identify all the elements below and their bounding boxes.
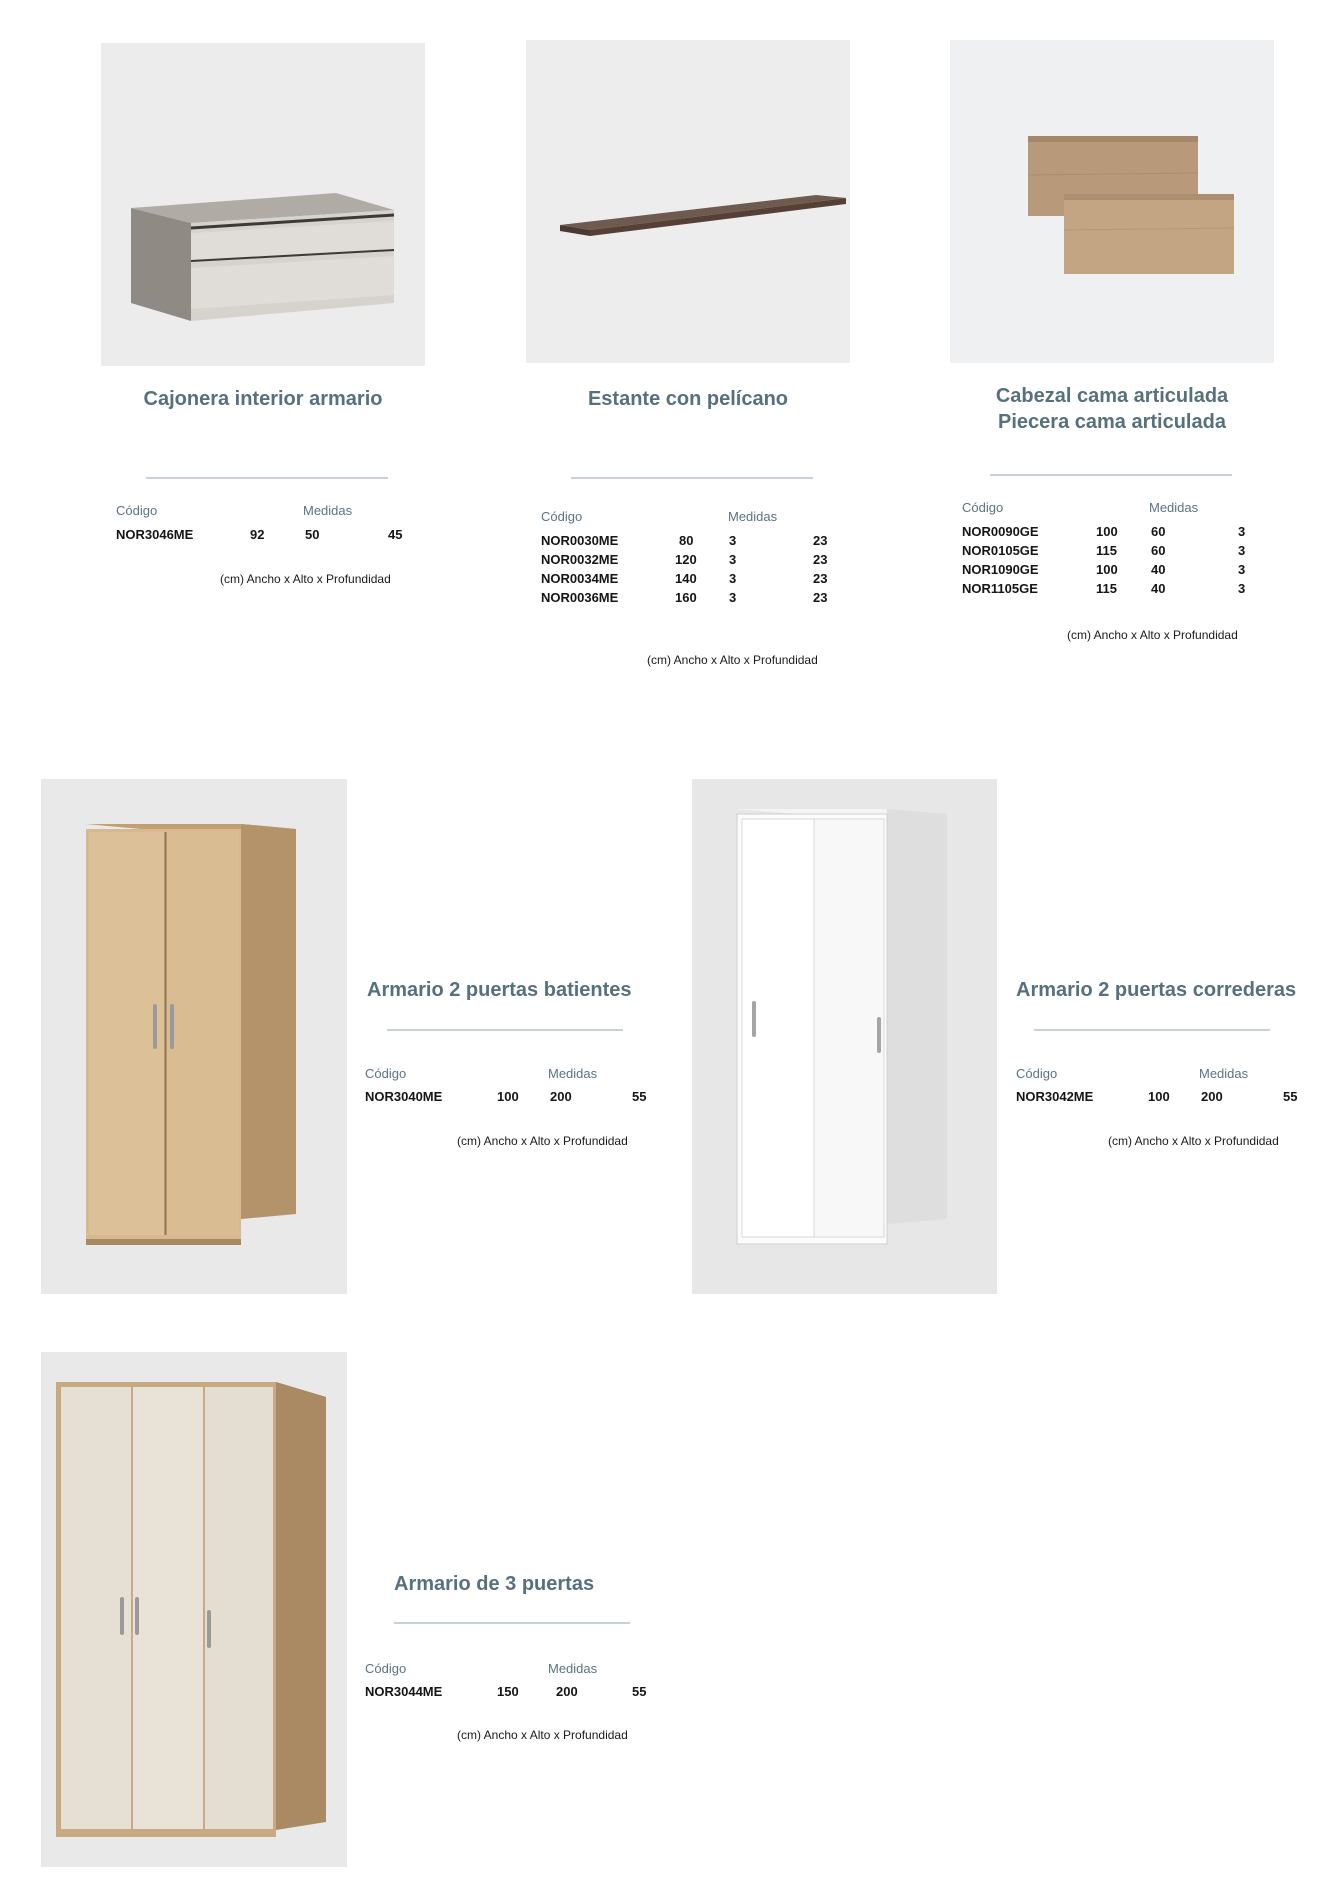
- code-header: Código: [1016, 1066, 1058, 1081]
- title-divider: [387, 1029, 623, 1031]
- shelf-illustration: [526, 40, 850, 363]
- measures-header: Medidas: [303, 503, 353, 518]
- measure-profundidad: 3: [1238, 543, 1246, 558]
- measure-ancho: 100: [1096, 562, 1118, 577]
- product-title: Armario 2 puertas correderas: [1016, 979, 1297, 1001]
- measure-alto: 40: [1151, 562, 1166, 577]
- code-header: Código: [116, 503, 158, 518]
- product-image-estante: [526, 40, 850, 363]
- measure-alto: 200: [1201, 1089, 1223, 1104]
- measure-alto: 40: [1151, 581, 1166, 596]
- product-code: NOR3046ME: [116, 527, 194, 542]
- drawer-unit-illustration: [101, 43, 425, 366]
- product-code: NOR3044ME: [365, 1684, 443, 1699]
- measure-ancho: 100: [497, 1089, 519, 1104]
- measure-profundidad: 55: [632, 1684, 647, 1699]
- three-door-wardrobe-illustration: [41, 1352, 347, 1867]
- headboard-illustration: [950, 40, 1274, 363]
- measure-alto: 3: [729, 590, 737, 605]
- measures-header: Medidas: [548, 1661, 598, 1676]
- measure-profundidad: 23: [813, 571, 828, 586]
- product-image-cabezal: [950, 40, 1274, 363]
- product-code: NOR3040ME: [365, 1089, 443, 1104]
- product-code: NOR0036ME: [541, 590, 619, 605]
- units-note: (cm) Ancho x Alto x Profundidad: [647, 653, 818, 667]
- product-code: NOR3042ME: [1016, 1089, 1094, 1104]
- measure-ancho: 100: [1148, 1089, 1170, 1104]
- units-note: (cm) Ancho x Alto x Profundidad: [1067, 628, 1238, 642]
- hinged-wardrobe-illustration: [41, 779, 347, 1294]
- measures-header: Medidas: [728, 509, 778, 524]
- measure-ancho: 120: [675, 552, 697, 567]
- product-image-armario-3-puertas: [41, 1352, 347, 1867]
- measure-ancho: 80: [679, 533, 694, 548]
- measure-profundidad: 45: [388, 527, 403, 542]
- product-code: NOR1105GE: [962, 581, 1038, 596]
- product-title: Cajonera interior armario: [143, 388, 383, 410]
- measure-ancho: 115: [1096, 581, 1117, 596]
- measure-ancho: 150: [497, 1684, 519, 1699]
- measure-ancho: 160: [675, 590, 697, 605]
- product-title: Armario 2 puertas batientes: [367, 979, 632, 1001]
- product-title-line1: Cabezal cama articulada: [995, 385, 1229, 407]
- units-note: (cm) Ancho x Alto x Profundidad: [220, 572, 391, 586]
- measure-ancho: 140: [675, 571, 697, 586]
- measure-profundidad: 23: [813, 552, 828, 567]
- measure-ancho: 92: [250, 527, 265, 542]
- units-note: (cm) Ancho x Alto x Profundidad: [457, 1728, 628, 1742]
- code-header: Código: [365, 1661, 407, 1676]
- measure-profundidad: 3: [1238, 562, 1246, 577]
- units-note: (cm) Ancho x Alto x Profundidad: [457, 1134, 628, 1148]
- code-header: Código: [541, 509, 583, 524]
- measure-ancho: 100: [1096, 524, 1118, 539]
- title-divider: [394, 1622, 630, 1624]
- title-divider: [146, 477, 388, 479]
- measure-profundidad: 23: [813, 533, 828, 548]
- title-divider: [571, 477, 813, 479]
- measure-profundidad: 23: [813, 590, 828, 605]
- measure-profundidad: 55: [632, 1089, 647, 1104]
- measure-profundidad: 3: [1238, 581, 1246, 596]
- code-header: Código: [962, 500, 1004, 515]
- product-title: Armario de 3 puertas: [394, 1573, 595, 1595]
- product-code: NOR0032ME: [541, 552, 619, 567]
- measure-alto: 3: [729, 533, 737, 548]
- sliding-wardrobe-illustration: [692, 779, 997, 1294]
- units-note: (cm) Ancho x Alto x Profundidad: [1108, 1134, 1279, 1148]
- code-header: Código: [365, 1066, 407, 1081]
- product-image-armario-batientes: [41, 779, 347, 1294]
- measure-alto: 200: [550, 1089, 572, 1104]
- product-title: Estante con pelícano: [587, 388, 789, 410]
- measure-alto: 200: [556, 1684, 578, 1699]
- title-divider: [1034, 1029, 1270, 1031]
- measure-alto: 3: [729, 571, 737, 586]
- product-code: NOR0090GE: [962, 524, 1039, 539]
- measure-profundidad: 55: [1283, 1089, 1298, 1104]
- measures-header: Medidas: [1199, 1066, 1249, 1081]
- product-title-line2: Piecera cama articulada: [998, 411, 1226, 433]
- product-code: NOR0030ME: [541, 533, 619, 548]
- measures-header: Medidas: [1149, 500, 1199, 515]
- measure-alto: 60: [1151, 524, 1166, 539]
- measure-profundidad: 3: [1238, 524, 1246, 539]
- measure-alto: 3: [729, 552, 737, 567]
- product-code: NOR0034ME: [541, 571, 619, 586]
- measures-header: Medidas: [548, 1066, 598, 1081]
- product-image-armario-correderas: [692, 779, 997, 1294]
- product-image-cajonera: [101, 43, 425, 366]
- measure-ancho: 115: [1096, 543, 1117, 558]
- title-divider: [990, 474, 1232, 476]
- product-code: NOR1090GE: [962, 562, 1039, 577]
- measure-alto: 50: [305, 527, 320, 542]
- product-code: NOR0105GE: [962, 543, 1039, 558]
- measure-alto: 60: [1151, 543, 1166, 558]
